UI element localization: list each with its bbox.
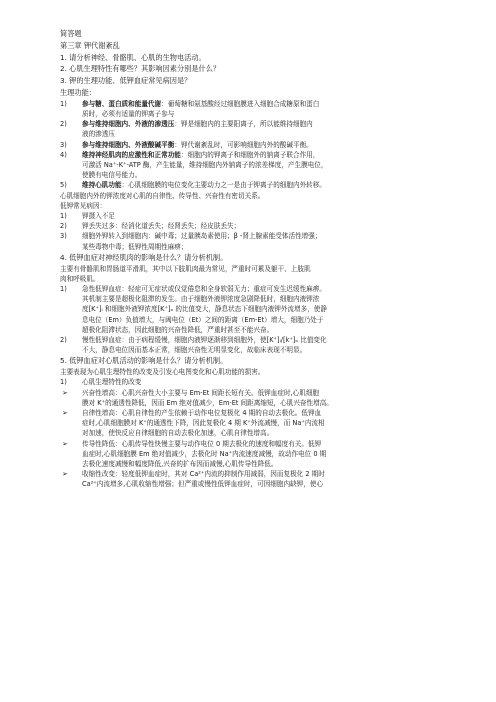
- cause-item-2: 2) 钾丢失过多：经消化道丢失；经肾丢失；经皮肤丢失；: [60, 222, 241, 231]
- doc-type: 简答题: [60, 29, 82, 38]
- function-item-2: 2) 参与维持细胞内、外液的渗透压：钾是细胞内的主要阳离子，所以能维持细胞内 液的渗透压: [60, 119, 450, 139]
- function-3-text: ：钾代谢紊乱时，可影响细胞内外的酸碱平衡。: [174, 140, 313, 149]
- function-3-title: 参与维持细胞内、外液酸碱平衡: [82, 140, 175, 149]
- function-1-line2: 质时，必须有适量的钾离子参与: [82, 109, 175, 118]
- question-5: 5. 低钾血症对心肌活动的影响是什么？请分析机制。: [60, 356, 228, 366]
- function-2-line2: 液的渗透压: [82, 130, 115, 139]
- q5-bullet-4: ➢ 收缩性改变：轻度低钾血症时，其对 Ca²⁺内流的抑制作用减弱，因而复极化 2 期时 Ca²⁺内流增多,心肌收缩性增强；但严重或慢性低钾血症时，可因细胞内缺钾，使心: [62, 470, 325, 489]
- function-5-title: 维持心肌功能: [82, 181, 122, 190]
- function-4-line3: 使膜有电信号能力。: [82, 171, 142, 180]
- function-item-4: 4) 维持神经肌肉的应激性和正常功能：细胞内的钾离子和细胞外的钠离子联合作用， 可激活 Na⁺-K⁺-ATP 酶，产生能量，维持细胞内外钠离子的浓差梯度，产生膜电位， 使膜有电信号能力。: [60, 150, 450, 181]
- function-item-1: 1) 参与糖、蛋白质和能量代谢：葡萄糖和氨基酸经过细胞膜进入细胞合成糖原和蛋白 质时，必须有适量的钾离子参与: [60, 99, 450, 119]
- question-2: 2. 心肌生理特性有哪些？其影响因素分别是什么？: [60, 64, 221, 74]
- q4-intro-line2: 肉和呼吸肌。: [60, 274, 100, 283]
- q5-bullet-2: ➢ 自律性增高：心肌自律性的产生依赖于动作电位复极化 4 期的自动去极化。低钾血 症时,心肌细胞膜对 K⁺的通透性下降，因此复极化 4 期 K⁺外流减慢，而 Na⁺内流相 对加速，使快反应自律细胞的自动去极化加速，心肌自律性增高。: [62, 409, 325, 438]
- function-4-line2: 可激活 Na⁺-K⁺-ATP 酶，产生能量，维持细胞内外钠离子的浓差梯度，产生膜电位，: [82, 161, 328, 169]
- diamond-bullet-icon: ➢: [62, 470, 68, 479]
- function-1-title: 参与糖、蛋白质和能量代谢: [82, 99, 162, 108]
- question-4: 4. 低钾血症对神经肌肉的影响是什么？请分析机制。: [60, 252, 228, 262]
- function-item-3: 3) 参与维持细胞内、外液酸碱平衡：钾代谢紊乱时，可影响细胞内外的酸碱平衡。: [60, 140, 313, 149]
- q4-item-1: 1) 急性低钾血症：轻症可无症状或仅觉倦怠和全身软弱无力；重症可发生迟缓性麻痹。 其机制主要是超极化阻滞的发生。由于细胞外液钾浓度急剧降低时，细胞内液钾浓 度[K⁺]ᵢ 和细胞外液钾浓度[K⁺]ₒ 的比值变大，静息状态下细胞内液钾外流增多，使静 息电位（Em）负值增大，与阈电位（Et）之间的距离（Em-Et）增大，细胞乃处于 超极化阻滞状态，因此细胞的兴奋性降低，严重时甚至不能兴奋。: [60, 285, 327, 334]
- function-item-5: 5) 维持心肌功能：心肌细胞膜的电位变化主要动力之一是由于钾离子的细胞内外转移。: [60, 181, 326, 190]
- function-1-text: ：葡萄糖和氨基酸经过细胞膜进入细胞合成糖原和蛋白: [161, 99, 320, 108]
- function-4-text: ：细胞内的钾离子和细胞外的钠离子联合作用，: [180, 150, 320, 159]
- cause-item-3: 3) 细胞外钾转入到细胞内：碱中毒；过量胰岛素使用；β -肾上腺素能受体活性增强； 某些毒物中毒；低钾性周期性麻痹；: [60, 232, 322, 251]
- diamond-bullet-icon: ➢: [62, 409, 68, 418]
- function-5-text: ：心肌细胞膜的电位变化主要动力之一是由于钾离子的细胞内外转移。: [121, 181, 326, 190]
- q5-bullet-3: ➢ 传导性降低：心肌传导性快慢主要与动作电位 0 期去极化的速度和幅度有关。低钾 血症时,心肌细胞膜 Em 绝对值减少，去极化时 Na⁺内流速度减慢，故动作电位 0 期 去极化速度减慢和幅度降低,兴奋的扩布因而减慢,心肌传导性降低。: [62, 439, 327, 469]
- document-body: [60, 28, 450, 490]
- q5-subhead: 1) 心肌生理特性的改变: [60, 378, 142, 387]
- function-5-line2: 心肌细胞内外的钾浓度对心肌的自律性、传导性、兴奋性有密切关系。: [60, 191, 265, 200]
- question-1: 1. 请分析神经、骨骼肌、心肌的生物电活动。: [60, 52, 206, 62]
- q4-intro-line1: 主要有骨骼肌和胃肠道平滑肌，其中以下肢肌肉最为常见，严重时可累及躯干、上肢肌: [60, 264, 311, 273]
- section-label-causes: 低钾常见病因：: [60, 201, 107, 210]
- function-2-title: 参与维持细胞内、外液的渗透压: [82, 120, 175, 129]
- diamond-bullet-icon: ➢: [62, 439, 68, 448]
- cause-item-1: 1) 钾摄入不足: [60, 212, 115, 221]
- q5-bullet-1: ➢ 兴奋性增高：心肌兴奋性大小主要与 Em-Et 间距长短有关。低钾血症时,心肌细胞 膜对 K⁺的通透性降低，因而 Em 绝对值减少，Em-Et 间距离缩短，心肌兴奋性增高。: [62, 388, 333, 407]
- function-4-title: 维持神经肌肉的应激性和正常功能: [82, 150, 181, 159]
- q5-intro: 主要表现为心肌生理特性的改变及引发心电图变化和心肌功能的损害。: [60, 368, 265, 377]
- chapter-title: 第三章 钾代谢紊乱: [60, 40, 120, 50]
- q4-item-2: 2) 慢性低钾血症：由于病程缓慢，细胞内液钾逐渐移到细胞外，使[K⁺]ᵢ/[k⁺]ₒ 比值变化 不大，静息电位因而基本正常，细胞兴奋性无明显变化，故临床表现不明显。: [60, 336, 327, 355]
- question-3: 3. 钾的生理功能、低钾血症常见病因是？: [60, 76, 192, 86]
- function-2-text: ：钾是细胞内的主要阳离子，所以能维持细胞内: [174, 120, 313, 129]
- diamond-bullet-icon: ➢: [62, 388, 68, 397]
- section-label-physio: 生理功能：: [60, 87, 96, 97]
